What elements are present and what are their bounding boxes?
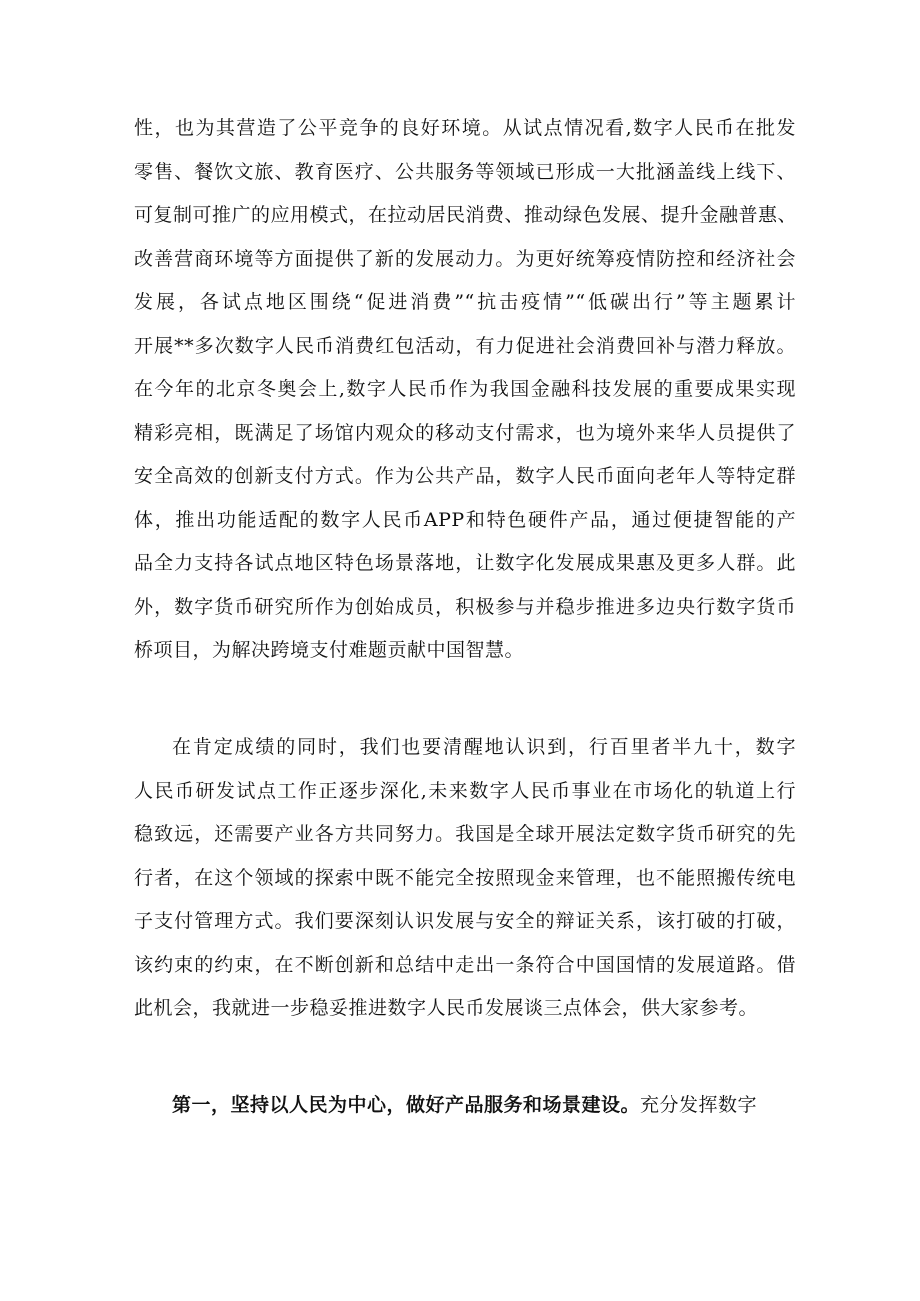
text-line: 人民币研发试点工作正逐步深化,未来数字人民币事业在市场化的轨道上行: [134, 780, 796, 802]
text-line: 可复制可推广的应用模式，在拉动居民消费、推动绿色发展、提升金融普惠、: [134, 204, 798, 226]
text-line: 安全高效的创新支付方式。作为公共产品，数字人民币面向老年人等特定群: [134, 465, 796, 487]
text-line: 在今年的北京冬奥会上,数字人民币作为我国金融科技发展的重要成果实现: [134, 378, 796, 400]
text-line: 发展，各试点地区围绕“促进消费”“抗击疫情”“低碳出行”等主题累计: [134, 291, 796, 313]
text-line: 桥项目，为解决跨境支付难题贡献中国智慧。: [134, 639, 525, 661]
text-line: 性，也为其营造了公平竞争的良好环境。从试点情况看,数字人民币在批发: [134, 117, 796, 139]
text-line: 开展**多次数字人民币消费红包活动，有力促进社会消费回补与潜力释放。: [134, 335, 796, 357]
text-line: 改善营商环境等方面提供了新的发展动力。为更好统筹疫情防控和经济社会: [134, 248, 796, 270]
text-line: 此机会，我就进一步稳妥推进数字人民币发展谈三点体会，供大家参考。: [134, 997, 759, 1019]
text-run: 充分发挥数字: [640, 1094, 758, 1116]
text-line: 该约束的约束，在不断创新和总结中走出一条符合中国国情的发展道路。借: [134, 954, 796, 976]
text-line: 外，数字货币研究所作为创始成员，积极参与并稳步推进多边央行数字货币: [134, 596, 796, 618]
text-line: 稳致远，还需要产业各方共同努力。我国是全球开展法定数字货币研究的先: [134, 823, 796, 845]
text-line: [172, 1093, 796, 1117]
text-line: 零售、餐饮文旅、教育医疗、公共服务等领域已形成一大批涵盖线上线下、: [134, 161, 796, 183]
text-line: 子支付管理方式。我们要深刻认识发展与安全的辩证关系，该打破的打破，: [134, 910, 796, 932]
text-line: 体，推出功能适配的数字人民币APP和特色硬件产品，通过便捷智能的产: [134, 509, 796, 531]
text-line: 行者，在这个领域的探索中既不能完全按照现金来管理，也不能照搬传统电: [134, 867, 796, 889]
bold-heading: 第一，坚持以人民为中心，做好产品服务和场景建设。: [172, 1094, 641, 1116]
text-line: 在肯定成绩的同时，我们也要清醒地认识到，行百里者半九十，数字: [172, 736, 796, 758]
text-line: 精彩亮相，既满足了场馆内观众的移动支付需求，也为境外来华人员提供了: [134, 422, 796, 444]
text-line: 品全力支持各试点地区特色场景落地，让数字化发展成果惠及更多人群。此: [134, 552, 796, 574]
